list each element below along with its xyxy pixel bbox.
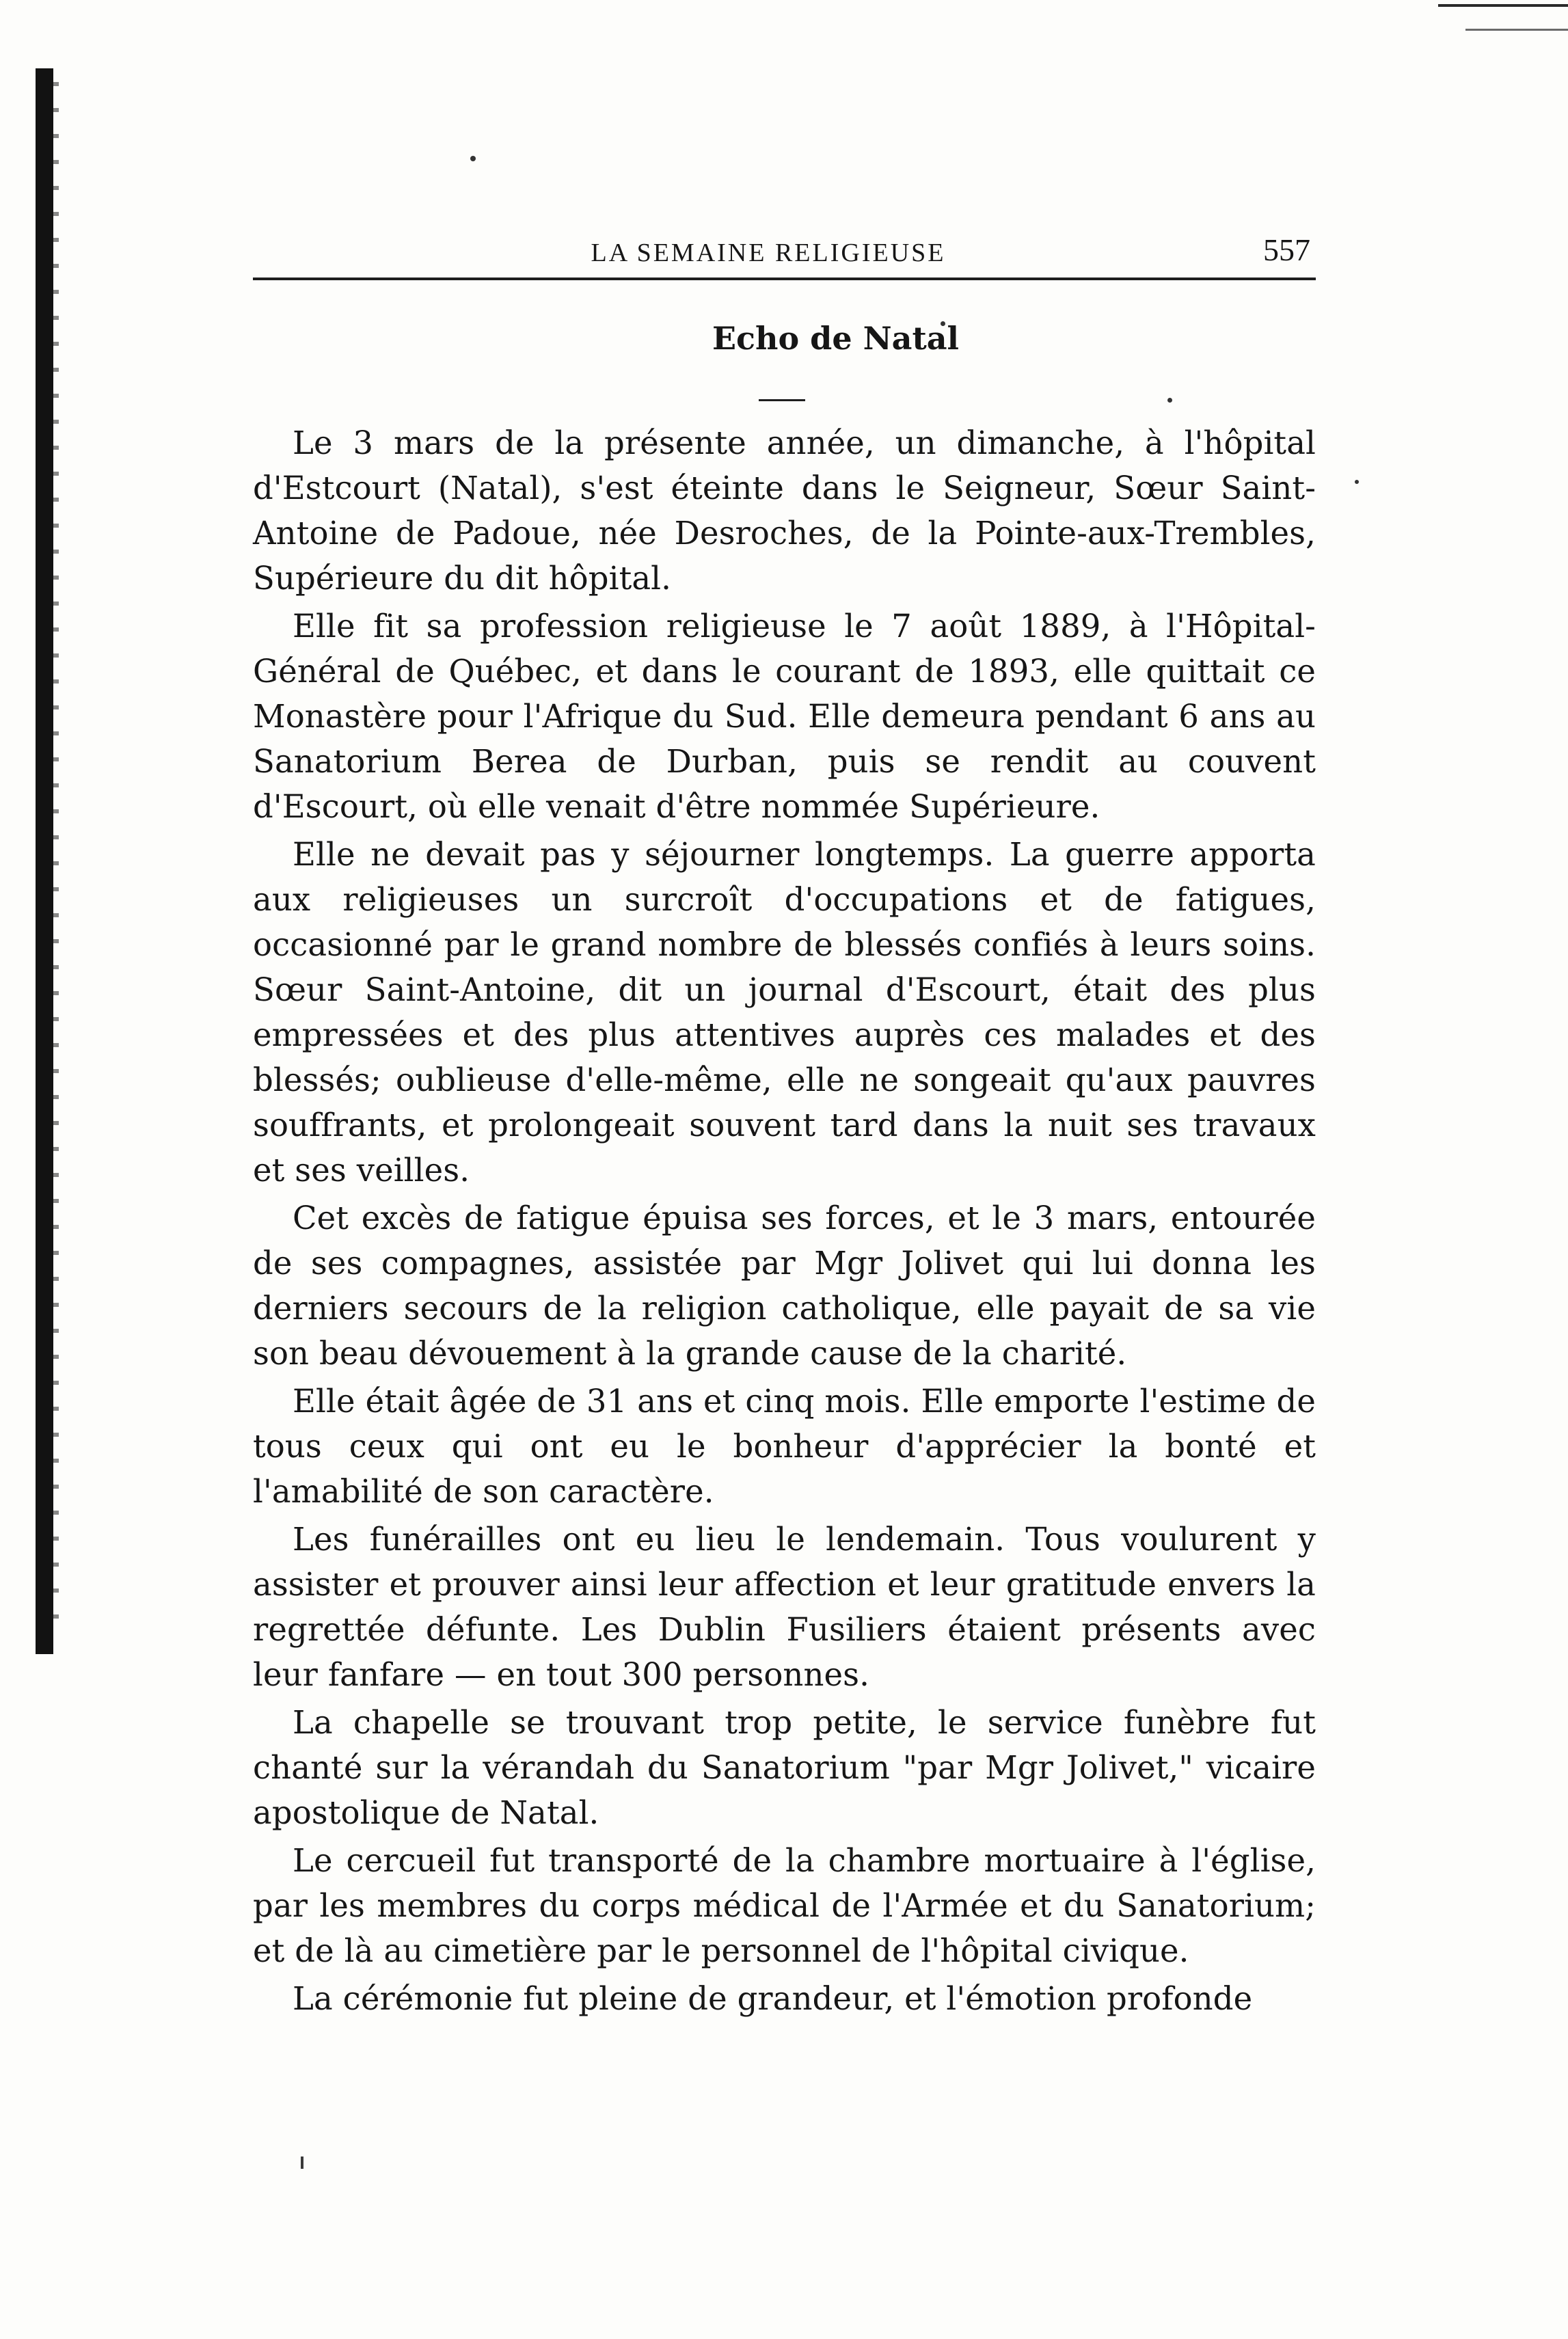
running-header [253, 205, 1316, 268]
article-paragraph: Le cercueil fut transporté de la chambre mortuaire à l'église, par les membres du corps médical de l'Armée et du Sanatorium; et de là au cimetière par le personnel de l'hôpital civique. [253, 1842, 1316, 1969]
article-paragraph: Elle ne devait pas y séjourner longtemps. La guerre apporta aux religieuses un surcroît d'occupations et de fatigues, occasionné par le grand nombre de blessés confiés à leurs soins. Sœur Saint-Antoine, dit un journal d'Escourt, était des plus empressées et des plus attentives auprès ces malades et des blessés; oublieuse d'elle-même, elle ne songeait qu'aux pauvres souffrants, et prolongeait souvent tard dans la nuit ses travaux et ses veilles. [253, 836, 1316, 1189]
page-number: 557 [1263, 232, 1310, 267]
title-separator [759, 399, 805, 401]
article-paragraph: Cet excès de fatigue épuisa ses forces, et le 3 mars, entourée de ses compagnes, assistée par Mgr Jolivet qui lui donna les derniers secours de la religion catholique, elle payait de sa vie son beau dévouement à la grande cause de la charité. [253, 1200, 1316, 1372]
article-paragraph: La cérémonie fut pleine de grandeur, et l'émotion profonde [293, 1980, 1253, 2017]
scan-binding-edge [36, 68, 53, 1654]
running-title: LA SEMAINE RELIGIEUSE [591, 239, 946, 267]
book-page [253, 205, 1316, 2021]
article-title: Echo de Natal [712, 320, 960, 357]
article-body [253, 420, 1316, 2021]
article-paragraph: Le 3 mars de la présente année, un dimanche, à l'hôpital d'Estcourt (Natal), s'est éteinte dans le Seigneur, Sœur Saint-Antoine de Padoue, née Desroches, de la Pointe-aux-Trembles, Supérieure du dit hôpital. [253, 424, 1316, 597]
article-paragraph: Elle était âgée de 31 ans et cinq mois. Elle emporte l'estime de tous ceux qui ont eu le bonheur d'apprécier la bonté et l'amabilité de son caractère. [253, 1383, 1316, 1510]
header-rule [253, 278, 1316, 280]
scan-corner-rule-lower [1465, 29, 1568, 31]
scan-speck [470, 156, 476, 161]
scan-mark [301, 2157, 303, 2169]
scan-binding-fringe [53, 82, 59, 1640]
scan-corner-rule [1438, 4, 1568, 7]
article-paragraph: Les funérailles ont eu lieu le lendemain. Tous voulurent y assister et prouver ainsi leur affection et leur gratitude envers la regrettée défunte. Les Dublin Fusiliers étaient présents avec leur fanfare — en tout 300 personnes. [253, 1521, 1316, 1693]
scan-speck [1355, 480, 1359, 484]
article-paragraph: La chapelle se trouvant trop petite, le service funèbre fut chanté sur la vérandah du Sanatorium "par Mgr Jolivet," vicaire apostolique de Natal. [253, 1704, 1316, 1831]
article-paragraph: Elle fit sa profession religieuse le 7 août 1889, à l'Hôpital-Général de Québec, et dans le courant de 1893, elle quittait ce Monastère pour l'Afrique du Sud. Elle demeura pendant 6 ans au Sanatorium Berea de Durban, puis se rendit au couvent d'Escourt, où elle venait d'être nommée Supérieure. [253, 608, 1316, 825]
